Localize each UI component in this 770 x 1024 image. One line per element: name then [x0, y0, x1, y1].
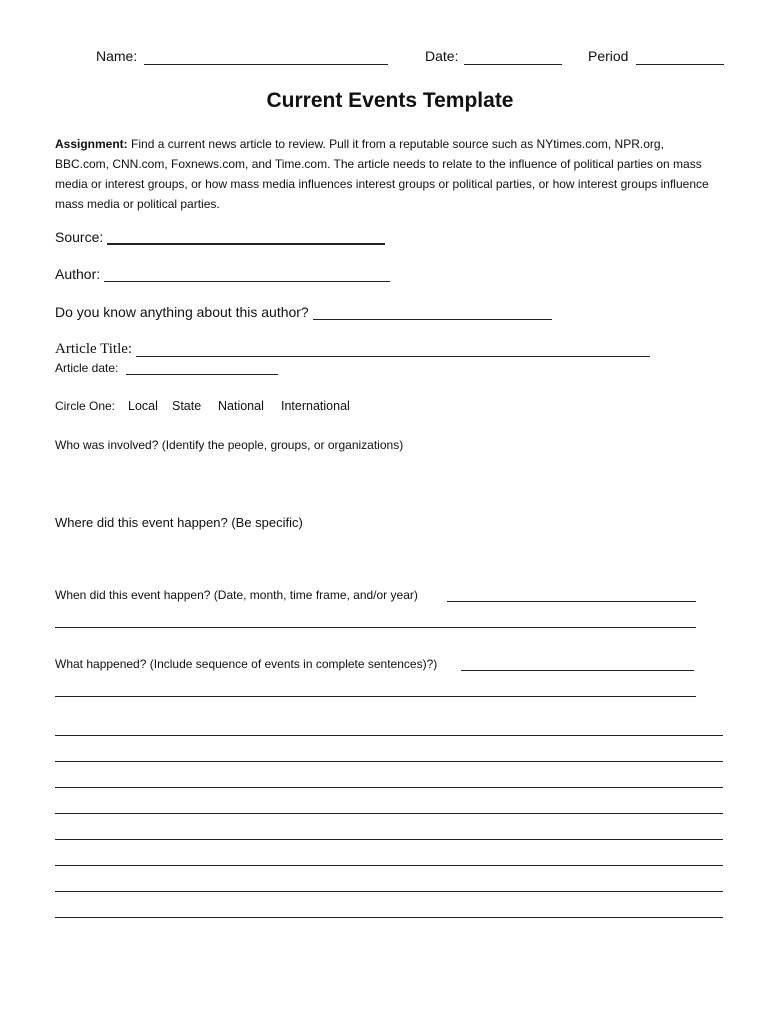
when-answer-line[interactable]: [447, 601, 696, 602]
name-label: Name:: [96, 48, 138, 64]
assignment-text: Find a current news article to review. Pull it from a reputable source such as NYtimes.com, NPR.org, BBC.com, CNN.com, Foxnews.com, and Time.com. The article needs to relate to the influence of political parties on mass media or interest groups, or how mass media influences interest groups or political parties, or how interest groups influence mass media or political parties.: [55, 137, 709, 211]
option-international[interactable]: International: [281, 399, 350, 413]
what-answer-line[interactable]: [461, 670, 694, 671]
article-title-label: Article Title:: [55, 341, 133, 357]
option-local[interactable]: Local: [128, 399, 158, 413]
author-field[interactable]: [104, 281, 390, 282]
option-national[interactable]: National: [218, 399, 264, 413]
period-label: Period: [588, 48, 629, 64]
what-question: What happened? (Include sequence of events in complete sentences)?): [55, 657, 438, 671]
what-answer-line[interactable]: [55, 787, 723, 788]
date-label: Date:: [425, 48, 459, 64]
what-answer-line[interactable]: [55, 917, 723, 918]
article-title-field[interactable]: [136, 356, 650, 357]
source-label: Source:: [55, 229, 104, 245]
who-question: Who was involved? (Identify the people, groups, or organizations): [55, 438, 404, 452]
what-answer-line[interactable]: [55, 761, 723, 762]
what-answer-line[interactable]: [55, 696, 696, 697]
when-question: When did this event happen? (Date, month, time frame, and/or year): [55, 588, 418, 602]
know-author-label: Do you know anything about this author?: [55, 304, 309, 320]
where-answer-area[interactable]: [55, 536, 715, 586]
period-field[interactable]: [636, 64, 724, 65]
what-answer-line[interactable]: [55, 813, 723, 814]
assignment-paragraph: [55, 134, 715, 214]
page-title: Current Events Template: [266, 89, 514, 112]
what-answer-line[interactable]: [55, 865, 723, 866]
article-date-label: Article date:: [55, 361, 119, 375]
author-label: Author:: [55, 266, 101, 282]
assignment-label: Assignment:: [55, 137, 128, 151]
know-author-field[interactable]: [313, 319, 552, 320]
circle-one-label: Circle One:: [55, 399, 116, 413]
what-answer-line[interactable]: [55, 839, 723, 840]
name-field[interactable]: [144, 64, 388, 65]
when-answer-line[interactable]: [55, 627, 696, 628]
article-date-field[interactable]: [126, 374, 278, 375]
option-state[interactable]: State: [172, 399, 202, 413]
what-answer-line[interactable]: [55, 735, 723, 736]
source-field[interactable]: [107, 243, 385, 245]
what-answer-line[interactable]: [55, 891, 723, 892]
where-question: Where did this event happen? (Be specific): [55, 515, 303, 530]
date-field[interactable]: [464, 64, 562, 65]
who-answer-area[interactable]: [55, 458, 715, 508]
